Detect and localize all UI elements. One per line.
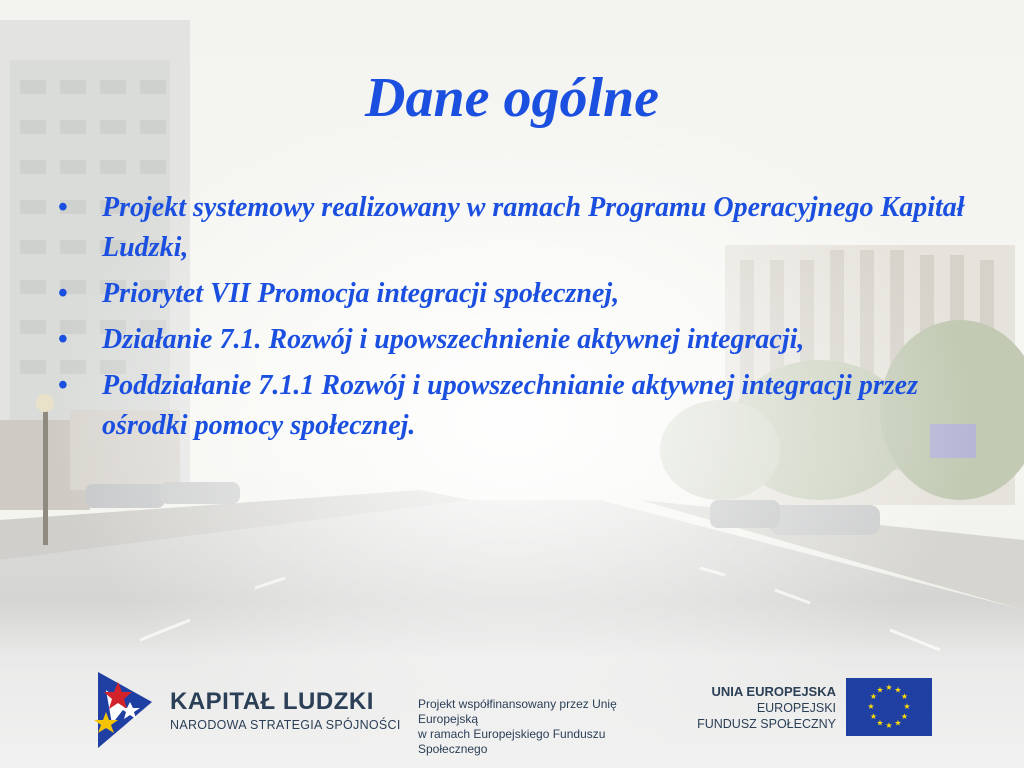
bullet-item <box>58 366 978 446</box>
bullet-text: Poddziałanie 7.1.1 Rozwój i upowszechnianie aktywnej integracji przez ośrodki pomocy społecznej. <box>102 370 918 441</box>
bullet-item <box>58 320 978 360</box>
kapital-ludzki-logo-icon <box>92 672 158 748</box>
svg-text:★: ★ <box>869 712 878 721</box>
bullet-text: Działanie 7.1. Rozwój i upowszechnienie aktywnej integracji, <box>102 324 805 355</box>
bullet-icon: • <box>58 192 68 223</box>
bullet-icon: • <box>58 324 68 355</box>
cofinancing-line-1: Projekt współfinansowany przez Unię Europejską <box>418 697 617 726</box>
bullet-icon: • <box>58 278 68 309</box>
eu-flag-icon <box>846 678 932 736</box>
eu-label <box>690 684 836 732</box>
slide-title: Dane ogólne <box>365 67 659 129</box>
svg-text:★: ★ <box>885 721 893 730</box>
svg-text:★: ★ <box>876 685 884 695</box>
svg-text:★: ★ <box>885 683 893 692</box>
svg-text:★: ★ <box>869 692 878 701</box>
svg-text:★: ★ <box>867 702 875 711</box>
eu-line-1: UNIA EUROPEJSKA <box>711 684 836 699</box>
svg-text:★: ★ <box>900 692 909 701</box>
svg-text:★: ★ <box>900 712 909 721</box>
bullet-text: Priorytet VII Promocja integracji społecznej, <box>102 278 620 309</box>
svg-text:★: ★ <box>894 685 902 695</box>
cofinancing-line-2: w ramach Europejskiego Funduszu Społecznego <box>418 727 606 756</box>
bullet-item <box>58 274 978 314</box>
bullet-item <box>58 188 978 268</box>
kapital-ludzki-title: KAPITAŁ LUDZKI <box>170 688 374 715</box>
eu-line-3: FUNDUSZ SPOŁECZNY <box>697 717 836 731</box>
bullet-text: Projekt systemowy realizowany w ramach Programu Operacyjnego Kapitał Ludzki, <box>102 192 965 263</box>
eu-line-2: EUROPEJSKI <box>756 701 836 715</box>
svg-text:★: ★ <box>903 702 911 711</box>
kapital-ludzki-subtitle: NARODOWA STRATEGIA SPÓJNOŚCI <box>170 718 401 732</box>
svg-text:★: ★ <box>894 718 902 728</box>
bullet-icon: • <box>58 370 68 401</box>
svg-text:★: ★ <box>876 718 884 728</box>
bullet-list <box>58 188 978 452</box>
cofinancing-note <box>418 697 678 757</box>
